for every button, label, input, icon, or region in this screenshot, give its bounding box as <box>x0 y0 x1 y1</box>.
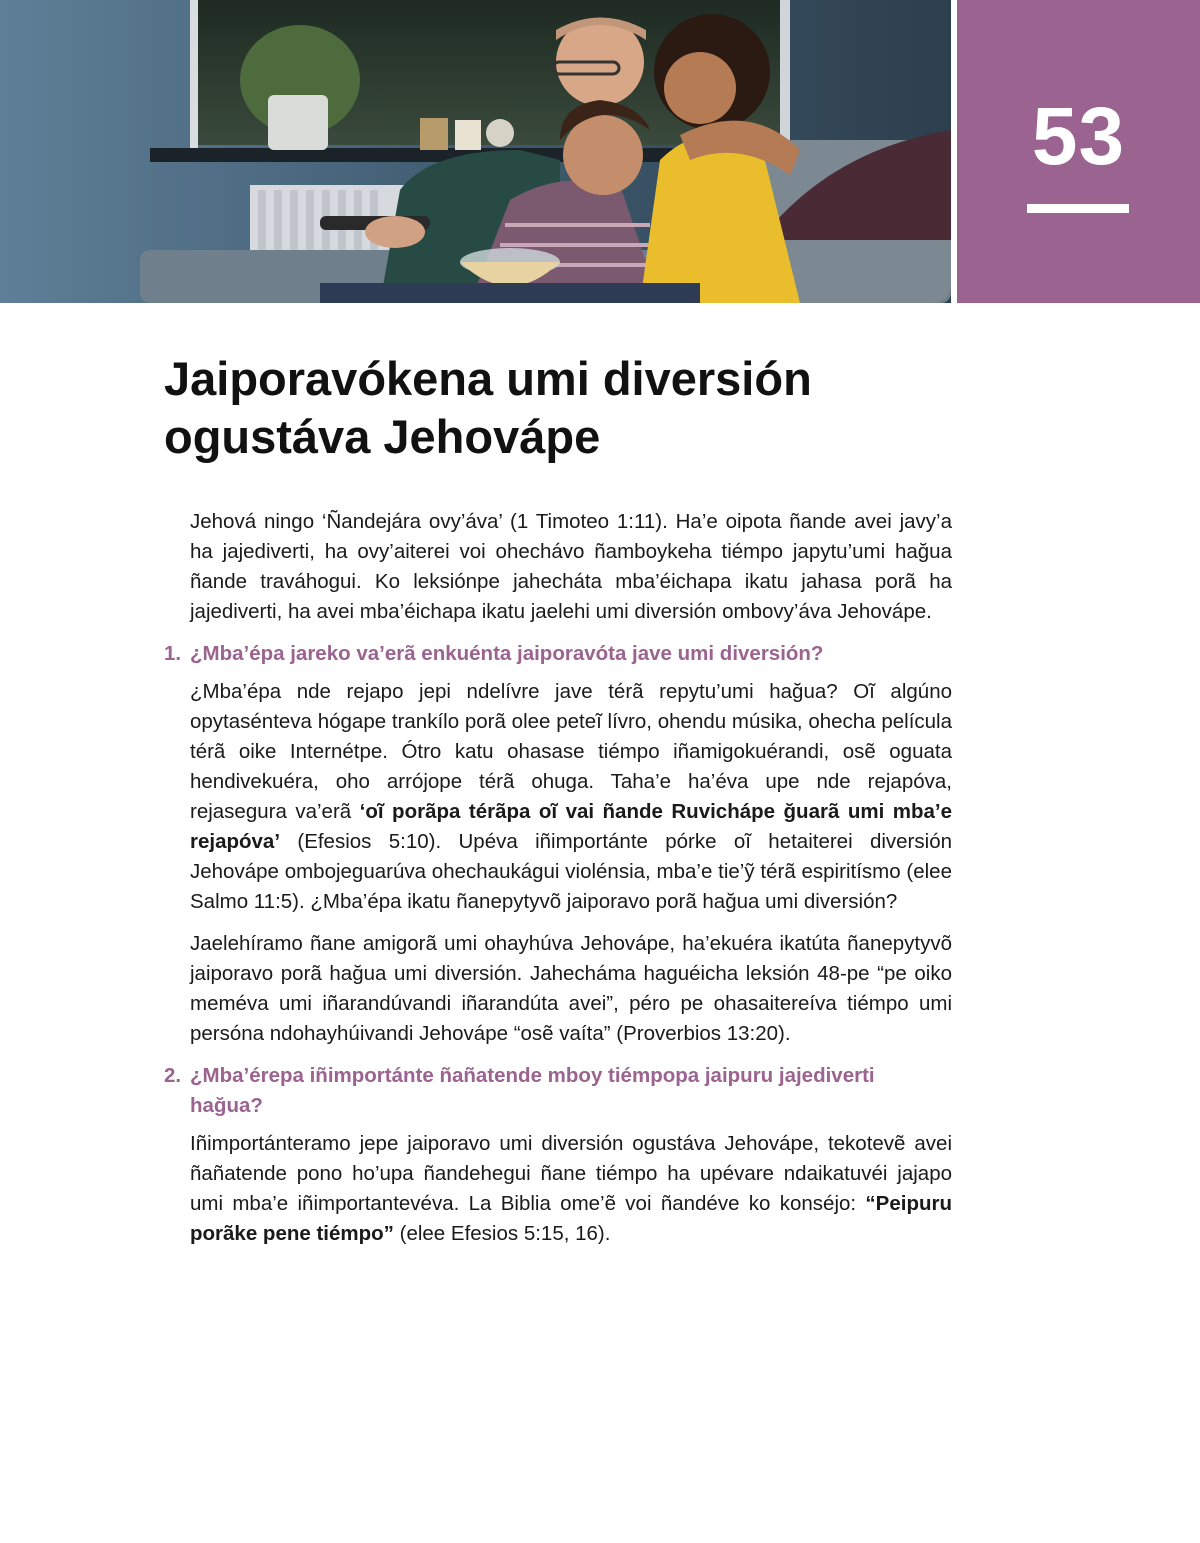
question-2-scripture-quote: “Peipuru porãke pene tiémpo” <box>190 1192 952 1245</box>
question-1-number: 1. <box>164 642 182 665</box>
question-2-number: 2. <box>164 1064 182 1087</box>
question-2-heading <box>164 1061 952 1121</box>
lesson-title-line-1: Jaiporavókena umi diversión <box>164 352 812 405</box>
intro-paragraph: Jehová ningo ‘Ñandejára ovy’áva’ (1 Timoteo 1:11). Ha’e oipota ñande avei javy’a ha jajediverti, ha ovy’aiterei voi ohechávo ñamboykeha tiémpo japytu’umi hağua ñande traváhogui. Ko leksiónpe jahecháta mba’éichapa ikatu jahasa porã ha jajediverti, ha avei mba’éichapa ikatu jaelehi umi diversión ombovy’áva Jehovápe. <box>190 510 952 623</box>
question-1-paragraph-1 <box>190 677 952 917</box>
question-1-text: ¿Mba’épa jareko va’erã enkuénta jaiporavóta jave umi diversión? <box>190 642 824 665</box>
question-1-paragraph-1-start: ¿Mba’épa nde rejapo jepi ndelívre jave térã repytu’umi hağua? Oĩ algúno opytasénteva hógape trankílo porã olee peteĩ lívro, ohendu músika, ohecha película térã oike Internétpe. Ótro katu ohasase tiémpo iñamigokuérandi, osẽ oguata hendivekuéra, oho arrójope térã ohuga. Taha’e ha’éva upe nde rejapóva, rejasegura va’erã <box>190 680 952 823</box>
question-2-text: ¿Mba’érepa iñimportánte ñañatende mboy tiémpopa jaipuru jajediverti hağua? <box>190 1064 875 1117</box>
question-2-paragraph-1-start: Iñimportánteramo jepe jaiporavo umi diversión ogustáva Jehovápe, tekotevẽ avei ñañatende pono ho’upa ñandehegui ñane tiémpo ha upévare ndaikatuvéi jajapo umi mba’e iñimportantevéva. La Biblia ome’ẽ voi ñandéve ko konséjo: <box>190 1132 952 1215</box>
hero-photo <box>0 0 951 303</box>
lesson-number-box <box>957 0 1200 303</box>
question-1-heading <box>164 639 952 669</box>
lesson-number: 53 <box>1031 91 1126 182</box>
question-2-paragraph-1-end: (elee Efesios 5:15, 16). <box>393 1222 611 1245</box>
family-watching-tv-illustration <box>0 0 951 303</box>
lesson-title <box>164 350 964 466</box>
lesson-number-underline <box>1027 204 1129 213</box>
lesson-title-line-2: ogustáva Jehovápe <box>164 410 601 463</box>
question-1-paragraph-1-end: (Efesios 5:10). Upéva iñimportánte pórke oĩ hetaiterei diversión Jehovápe ombojeguarúva ohechaukágui violénsia, mba’e tie’ỹ térã espiritísmo (elee Salmo 11:5). ¿Mba’épa ikatu ñanepytyvõ jaiporavo porã hağua umi diversión? <box>190 830 952 913</box>
question-1-scripture-quote: ‘oĩ porãpa térãpa oĩ vai ñande Ruvichápe ğuarã umi mba’e rejapóva’ <box>190 800 952 853</box>
question-2-paragraph-1 <box>190 1129 952 1249</box>
lesson-content <box>164 507 952 1249</box>
question-1-paragraph-2: Jaelehíramo ñane amigorã umi ohayhúva Jehovápe, ha’ekuéra ikatúta ñanepytyvõ jaiporavo porã hağua umi diversión. Jahecháma haguéicha leksión 48-pe “pe oiko meméva umi iñarandúvandi iñarandúta avei”, péro pe ohasaitereíva tiémpo umi persóna ndohayhúivandi Jehovápe “osẽ vaíta” (Proverbios 13:20). <box>190 932 952 1045</box>
